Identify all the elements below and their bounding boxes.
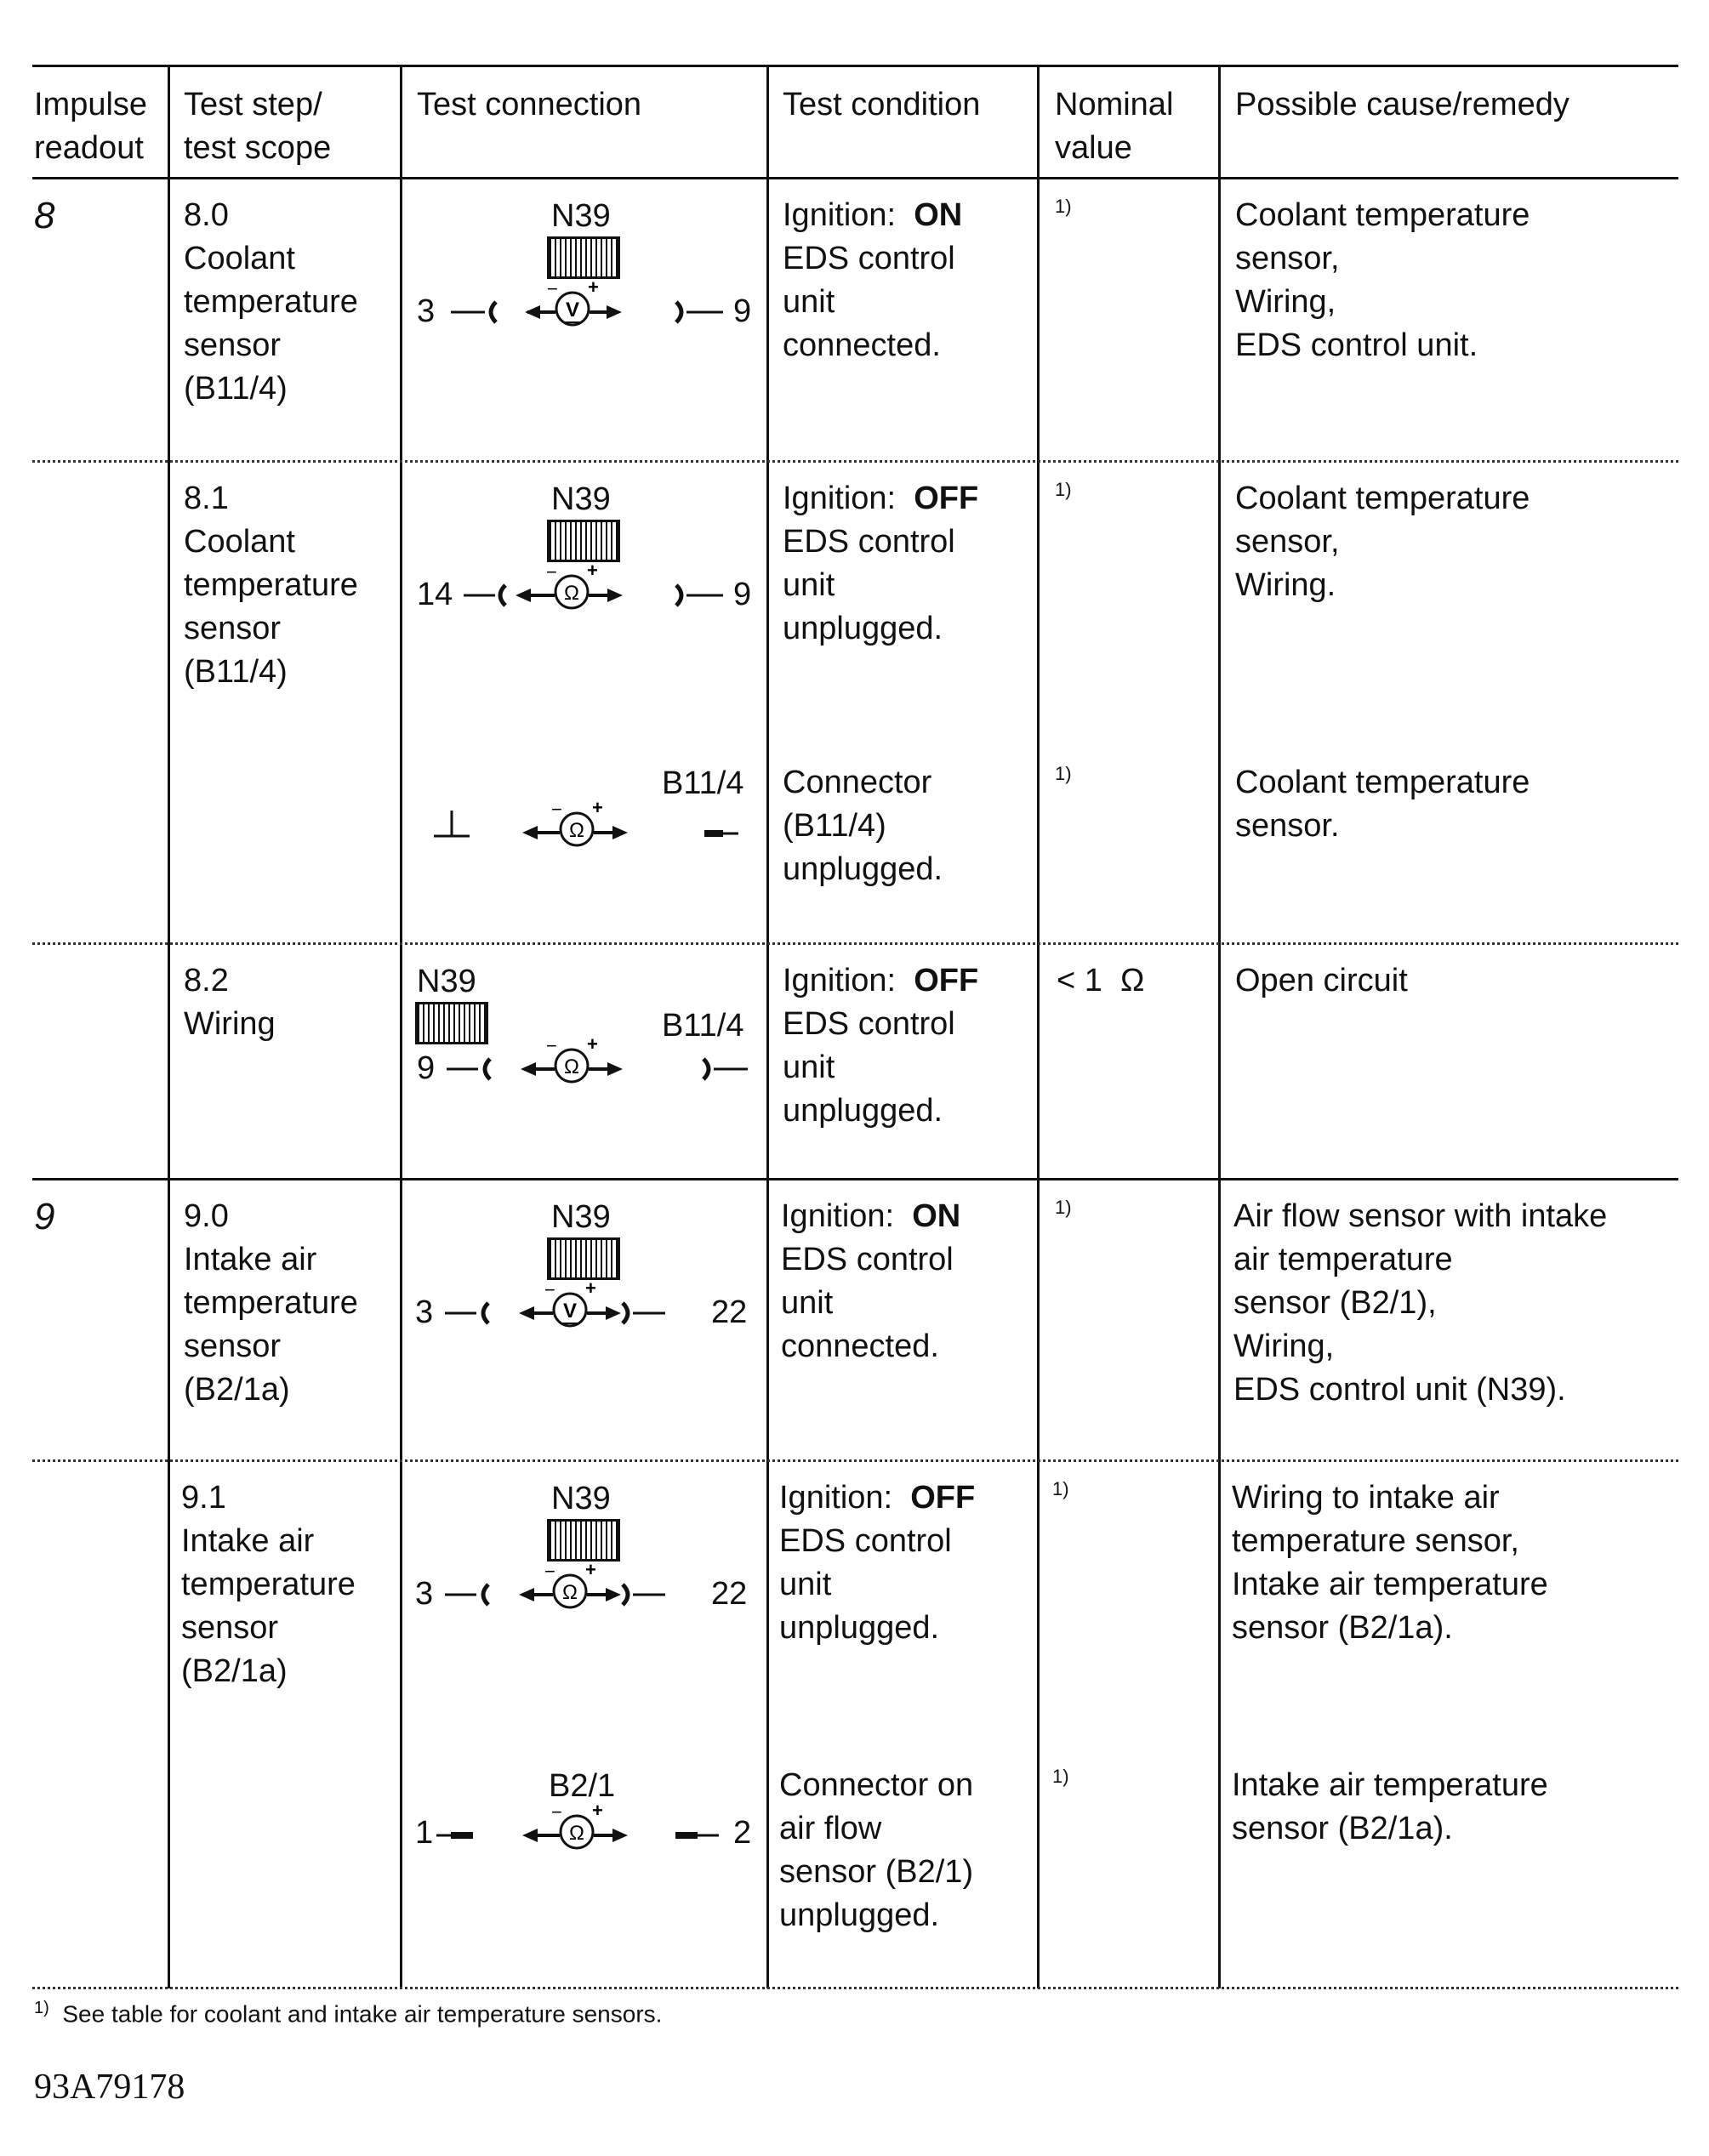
test-condition xyxy=(783,477,978,651)
test-condition: Connector (B11/4) unplugged. xyxy=(783,765,943,887)
pin-number-left: 3 xyxy=(415,1576,434,1612)
test-step-text: 9.0 Intake air temperature sensor (B2/1a) xyxy=(184,1198,358,1408)
ohmmeter-connection-diagram xyxy=(442,1559,715,1627)
possible-cause-text: Coolant temperature sensor, Wiring. xyxy=(1235,481,1530,603)
header-test-step: Test step/ test scope xyxy=(184,87,332,166)
condition-state: ON xyxy=(912,1198,961,1234)
condition-label: Ignition: xyxy=(783,481,914,516)
pin-number-right: 22 xyxy=(711,1576,748,1612)
module-label: N39 xyxy=(551,1199,611,1235)
row-separator-dotted xyxy=(32,460,1678,463)
ohmmeter-sensor-diagram xyxy=(434,1798,732,1866)
header-impulse-readout: Impulse readout xyxy=(34,87,148,166)
meter-symbol: V xyxy=(565,299,580,321)
svg-text:+: + xyxy=(588,276,599,298)
svg-text:−: − xyxy=(551,799,562,820)
row-separator-dotted xyxy=(32,1987,1678,1989)
pin-number-left: 3 xyxy=(417,293,436,329)
pin-number-left: 14 xyxy=(417,577,453,612)
column-divider xyxy=(400,66,402,1988)
meter-symbol: Ω xyxy=(569,819,584,842)
group-divider-rule xyxy=(32,1178,1678,1180)
control-unit-icon xyxy=(547,1519,620,1562)
possible-cause-text: Coolant temperature sensor. xyxy=(1235,765,1530,844)
component-label: B11/4 xyxy=(662,1008,744,1044)
possible-cause-text: Coolant temperature sensor, Wiring, EDS control unit. xyxy=(1235,197,1530,363)
nominal-footnote-ref: 1) xyxy=(1055,196,1072,217)
nominal-footnote-ref: 1) xyxy=(1055,763,1072,784)
svg-text:−: − xyxy=(546,1035,557,1056)
ohmmeter-connection-diagram xyxy=(459,560,736,628)
meter-symbol: Ω xyxy=(569,1822,584,1845)
svg-text:−: − xyxy=(544,1279,555,1300)
footnote xyxy=(34,1999,662,2028)
ohmmeter-wiring-diagram xyxy=(444,1033,750,1101)
pin-number-right: 9 xyxy=(733,293,752,329)
module-label: N39 xyxy=(551,198,611,234)
header-test-condition: Test condition xyxy=(783,87,981,122)
document-code: 93A79178 xyxy=(34,2068,185,2107)
nominal-footnote-ref: 1) xyxy=(1055,479,1072,500)
possible-cause-text: Air flow sensor with intake air temperature sensor (B2/1), Wiring, EDS control unit (N39). xyxy=(1233,1198,1608,1408)
test-step-text: 8.2 Wiring xyxy=(184,963,276,1042)
header-bottom-rule xyxy=(32,177,1678,179)
module-label: N39 xyxy=(551,1481,611,1516)
condition-state: OFF xyxy=(914,481,979,516)
control-unit-icon xyxy=(547,1237,620,1280)
pin-number-left: 3 xyxy=(415,1294,434,1330)
meter-symbol: V xyxy=(562,1300,578,1323)
header-possible-cause: Possible cause/remedy xyxy=(1235,87,1569,122)
component-label: B11/4 xyxy=(662,765,744,801)
svg-text:−: − xyxy=(546,561,557,583)
meter-symbol: Ω xyxy=(564,582,579,605)
possible-cause-text: Open circuit xyxy=(1235,963,1408,998)
test-condition xyxy=(779,1476,975,1650)
possible-cause-text: Wiring to intake air temperature sensor, Intake air temperature sensor (B2/1a). xyxy=(1232,1480,1548,1646)
column-divider xyxy=(168,66,170,1988)
condition-state: ON xyxy=(914,197,963,233)
pin-number-right: 22 xyxy=(711,1294,748,1330)
impulse-readout-value: 8 xyxy=(34,195,55,236)
pin-number-right: 9 xyxy=(733,577,752,612)
voltmeter-connection-diagram xyxy=(442,1277,715,1345)
row-separator-dotted xyxy=(32,1459,1678,1462)
column-divider xyxy=(766,66,769,1988)
footnote-text: See table for coolant and intake air temperature sensors. xyxy=(62,2000,663,2028)
svg-text:−: − xyxy=(544,1561,555,1582)
control-unit-icon xyxy=(547,236,620,279)
test-condition xyxy=(783,194,962,367)
condition-detail: EDS control unit connected. xyxy=(781,1242,954,1364)
possible-cause-text: Intake air temperature sensor (B2/1a). xyxy=(1232,1767,1548,1846)
condition-detail: EDS control unit unplugged. xyxy=(779,1523,952,1646)
voltmeter-connection-diagram xyxy=(447,276,736,344)
meter-symbol: Ω xyxy=(562,1581,578,1604)
header-test-connection: Test connection xyxy=(417,87,642,122)
condition-label: Ignition: xyxy=(779,1480,911,1516)
impulse-readout-value: 9 xyxy=(34,1196,55,1237)
condition-state: OFF xyxy=(910,1480,976,1516)
test-step-text: 9.1 Intake air temperature sensor (B2/1a) xyxy=(181,1480,356,1689)
pin-number-left: 9 xyxy=(417,1050,436,1086)
svg-text:+: + xyxy=(592,1800,603,1821)
row-separator-dotted xyxy=(32,942,1678,945)
ohmmeter-ground-diagram xyxy=(417,795,740,863)
condition-detail: EDS control unit connected. xyxy=(783,241,955,363)
svg-text:+: + xyxy=(585,1559,596,1580)
column-divider xyxy=(1218,66,1221,1988)
column-divider xyxy=(1037,66,1040,1988)
table-top-rule xyxy=(32,65,1678,67)
condition-detail: EDS control unit unplugged. xyxy=(783,524,955,646)
pin-number-left: 1 xyxy=(415,1815,434,1851)
nominal-footnote-ref: 1) xyxy=(1052,1766,1069,1787)
test-condition xyxy=(783,959,978,1133)
condition-detail: EDS control unit unplugged. xyxy=(783,1006,955,1129)
footnote-marker: 1) xyxy=(34,1999,49,2017)
condition-label: Ignition: xyxy=(783,197,914,233)
condition-state: OFF xyxy=(914,963,979,998)
svg-text:−: − xyxy=(547,278,558,299)
test-condition xyxy=(781,1195,960,1368)
svg-text:+: + xyxy=(592,797,603,818)
nominal-footnote-ref: 1) xyxy=(1052,1478,1069,1499)
test-condition: Connector on air flow sensor (B2/1) unplugged. xyxy=(779,1767,974,1933)
svg-text:+: + xyxy=(585,1277,596,1299)
svg-text:+: + xyxy=(587,560,598,581)
meter-symbol: Ω xyxy=(564,1055,579,1078)
control-unit-icon xyxy=(547,520,620,562)
module-label: N39 xyxy=(551,481,611,517)
pin-number-right: 2 xyxy=(733,1815,752,1851)
condition-label: Ignition: xyxy=(781,1198,913,1234)
svg-text:+: + xyxy=(587,1033,598,1055)
svg-text:−: − xyxy=(551,1801,562,1823)
component-label: B2/1 xyxy=(549,1768,616,1804)
nominal-value: < 1 Ω xyxy=(1057,963,1145,998)
condition-label: Ignition: xyxy=(783,963,914,998)
nominal-footnote-ref: 1) xyxy=(1055,1197,1072,1218)
header-nominal-value: Nominal value xyxy=(1055,87,1174,166)
test-step-text: 8.0 Coolant temperature sensor (B11/4) xyxy=(184,197,358,407)
test-step-text: 8.1 Coolant temperature sensor (B11/4) xyxy=(184,481,358,690)
module-label: N39 xyxy=(417,964,476,999)
